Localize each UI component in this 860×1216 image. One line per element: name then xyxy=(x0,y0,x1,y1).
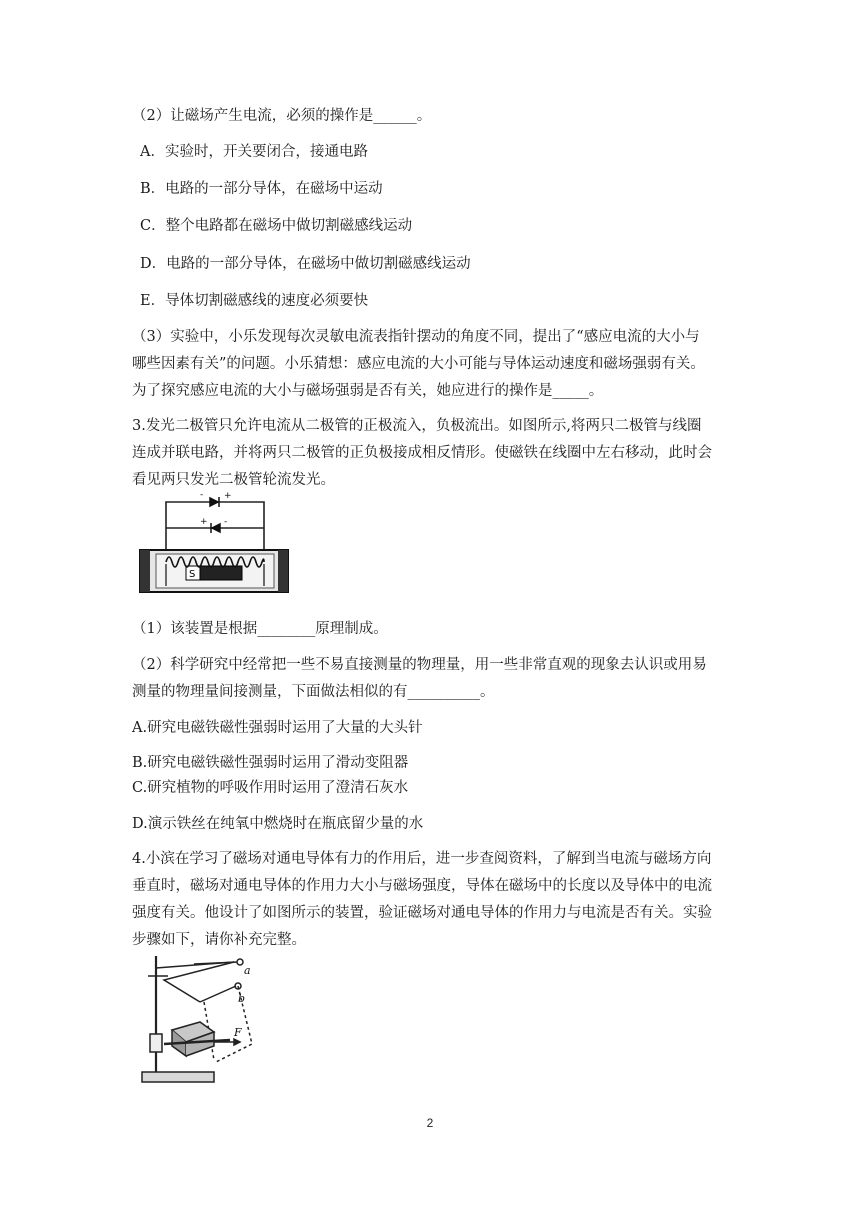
q3-line-1: 3.发光二极管只允许电流从二极管的正极流入，负极流出。如图所示,将两只二极管与线圈 xyxy=(132,418,702,434)
q3-option-c: C.研究植物的呼吸作用时运用了澄清石灰水 xyxy=(132,780,409,796)
q4-line-4: 步骤如下，请你补充完整。 xyxy=(132,932,306,948)
q3-option-d: D.演示铁丝在纯氧中燃烧时在瓶底留少量的水 xyxy=(132,816,424,832)
q3-part1: （1）该装置是根据________原理制成。 xyxy=(132,621,388,637)
magnet-pole-label: S xyxy=(189,569,196,580)
label-a: a xyxy=(244,964,251,977)
q2-option-e: E．导体切割磁感线的速度必须要快 xyxy=(140,293,369,309)
q2-part3-line-3: 为了探究感应电流的大小与磁场强弱是否有关，她应进行的操作是_____。 xyxy=(132,383,604,399)
diode-bottom-icon xyxy=(211,523,220,533)
terminal-a xyxy=(237,959,243,965)
conductor-stand-figure xyxy=(134,950,262,1090)
q2-option-a: A．实验时，开关要闭合，接通电路 xyxy=(140,144,368,160)
force-arrow-icon xyxy=(234,1039,240,1045)
q2-option-c: C．整个电路都在磁场中做切割磁感线运动 xyxy=(140,218,413,234)
q3-line-2: 连成并联电路，并将两只二极管的正负极接成相反情形。使磁铁在线圈中左右移动，此时会 xyxy=(132,445,712,461)
diode-top-icon xyxy=(210,497,219,507)
diode-top-minus: - xyxy=(200,490,204,500)
q2-part2-stem: （2）让磁场产生电流，必须的操作是______。 xyxy=(132,108,432,124)
diode-top-plus: + xyxy=(224,491,232,501)
label-b: b xyxy=(238,992,246,1005)
clamp-arm xyxy=(148,962,234,976)
coil-led-figure xyxy=(136,488,292,600)
q2-part3-line-1: （3）实验中，小乐发现每次灵敏电流表指针摆动的角度不同，提出了“感应电流的大小与 xyxy=(132,329,700,345)
q3-option-a: A.研究电磁铁磁性强弱时运用了大量的大头针 xyxy=(132,720,423,736)
q4-line-2: 垂直时，磁场对通电导体的作用力大小与磁场强度，导体在磁场中的长度以及导体中的电流 xyxy=(132,878,712,894)
q3-line-3: 看见两只发光二极管轮流发光。 xyxy=(132,472,335,488)
label-f: F xyxy=(234,1026,242,1039)
q4-line-3: 强度有关。他设计了如图所示的装置，验证磁场对通电导体的作用力与电流是否有关。实验 xyxy=(132,905,712,921)
q3-part2-line-2: 测量的物理量间接测量，下面做法相似的有__________。 xyxy=(132,684,495,700)
q3-part2-line-1: （2）科学研究中经常把一些不易直接测量的物理量，用一些非常直观的现象去认识或用易 xyxy=(132,657,707,673)
q4-line-1: 4.小滨在学习了磁场对通电导体有力的作用后，进一步查阅资料，了解到当电流与磁场方向 xyxy=(132,851,712,867)
q2-part3-line-2: 哪些因素有关”的问题。小乐猜想：感应电流的大小可能与导体运动速度和磁场强弱有关。 xyxy=(132,356,705,372)
page-number: 2 xyxy=(426,1116,434,1130)
diode-bottom-plus: + xyxy=(200,517,208,527)
q3-option-b: B.研究电磁铁磁性强弱时运用了滑动变阻器 xyxy=(132,755,409,771)
diode-bottom-minus: - xyxy=(224,517,228,527)
bar-magnet xyxy=(186,566,242,580)
q2-option-b: B．电路的一部分导体，在磁场中运动 xyxy=(140,181,383,197)
q2-option-d: D．电路的一部分导体，在磁场中做切割磁感线运动 xyxy=(140,256,471,272)
stand-base xyxy=(142,1072,214,1082)
